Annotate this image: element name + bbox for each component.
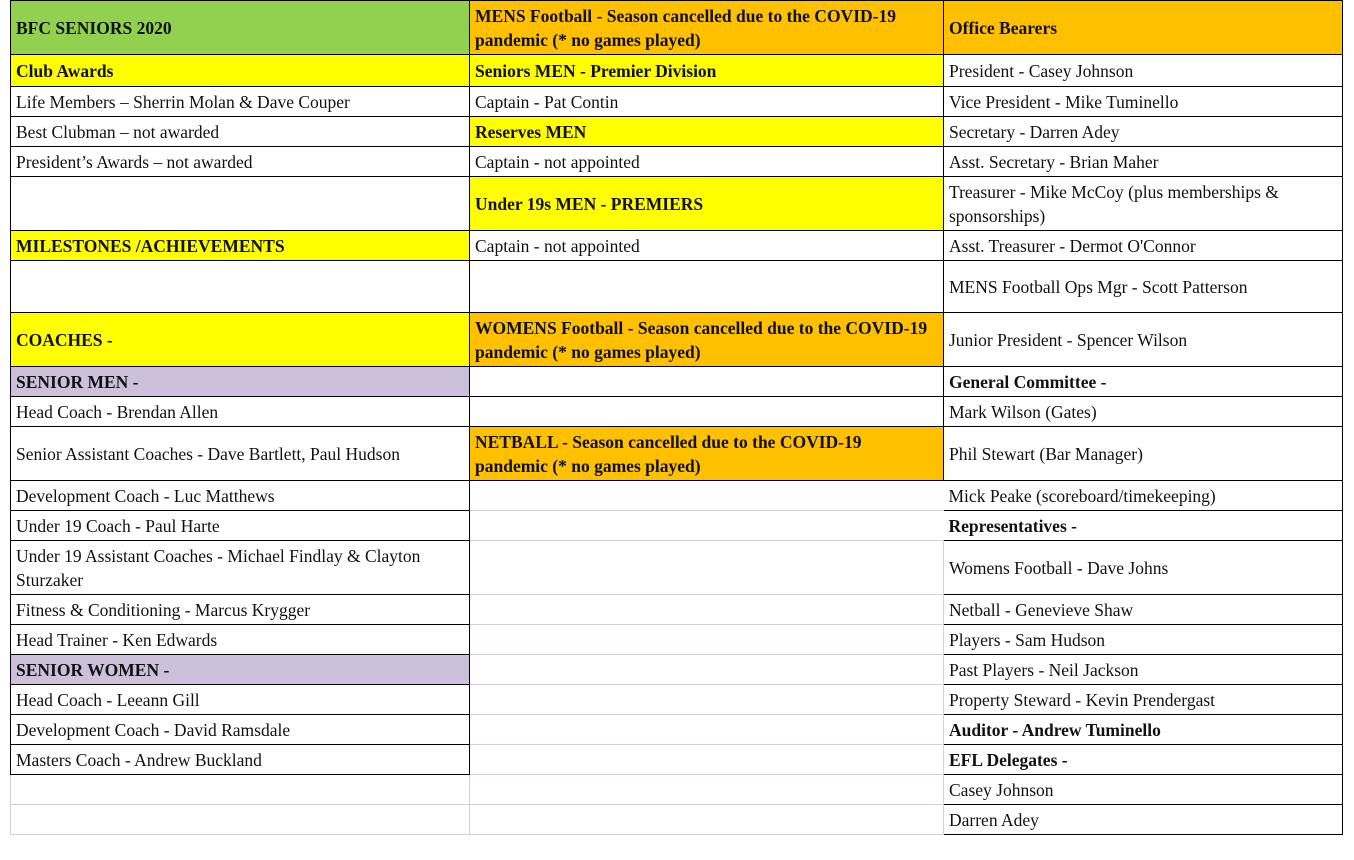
cell-treasurer[interactable]: Treasurer - Mike McCoy (plus memberships & sponsorships): [944, 177, 1343, 231]
cell-asst-secretary[interactable]: Asst. Secretary - Brian Maher: [944, 147, 1343, 177]
cell-best-clubman[interactable]: Best Clubman – not awarded: [11, 117, 470, 147]
cell-empty[interactable]: [470, 595, 944, 625]
cell-football-ops[interactable]: MENS Football Ops Mgr - Scott Patterson: [944, 261, 1343, 313]
sheet-row: [0, 511, 1343, 541]
cell-under19-assistant[interactable]: Under 19 Assistant Coaches - Michael Findlay & Clayton Sturzaker: [11, 541, 470, 595]
cell-masters-coach[interactable]: Masters Coach - Andrew Buckland: [11, 745, 470, 775]
reserves-men-header[interactable]: Reserves MEN: [470, 117, 944, 147]
senior-men-header[interactable]: SENIOR MEN -: [11, 367, 470, 397]
cell-life-members[interactable]: Life Members – Sherrin Molan & Dave Couper: [11, 87, 470, 117]
sheet-row: [0, 117, 1343, 147]
cell-delegate-1[interactable]: Casey Johnson: [944, 775, 1343, 805]
sheet-row: [0, 313, 1343, 367]
cell-secretary[interactable]: Secretary - Darren Adey: [944, 117, 1343, 147]
cell-empty[interactable]: [11, 261, 470, 313]
sheet-row: [0, 481, 1343, 511]
cell-netball-rep[interactable]: Netball - Genevieve Shaw: [944, 595, 1343, 625]
representatives-header[interactable]: Representatives -: [944, 511, 1343, 541]
cell-president[interactable]: President - Casey Johnson: [944, 55, 1343, 87]
sheet-row: [0, 715, 1343, 745]
cell-asst-treasurer[interactable]: Asst. Treasurer - Dermot O'Connor: [944, 231, 1343, 261]
cell-seniors-captain[interactable]: Captain - Pat Contin: [470, 87, 944, 117]
cell-empty[interactable]: [470, 261, 944, 313]
cell-empty[interactable]: [11, 177, 470, 231]
cell-bar-manager[interactable]: Phil Stewart (Bar Manager): [944, 427, 1343, 481]
sheet-row: [0, 541, 1343, 595]
under19-men-header[interactable]: Under 19s MEN - PREMIERS: [470, 177, 944, 231]
cell-empty[interactable]: [470, 655, 944, 685]
sheet-row: [0, 427, 1343, 481]
cell-empty[interactable]: [470, 397, 944, 427]
sheet-row: [0, 147, 1343, 177]
cell-junior-president[interactable]: Junior President - Spencer Wilson: [944, 313, 1343, 367]
cell-women-head-coach[interactable]: Head Coach - Leeann Gill: [11, 685, 470, 715]
cell-auditor[interactable]: Auditor - Andrew Tuminello: [944, 715, 1343, 745]
cell-reserves-captain[interactable]: Captain - not appointed: [470, 147, 944, 177]
cell-fitness[interactable]: Fitness & Conditioning - Marcus Krygger: [11, 595, 470, 625]
sheet-row: [0, 87, 1343, 117]
cell-under19-coach[interactable]: Under 19 Coach - Paul Harte: [11, 511, 470, 541]
sheet-row: [0, 625, 1343, 655]
cell-men-head-coach[interactable]: Head Coach - Brendan Allen: [11, 397, 470, 427]
sheet-row: [0, 231, 1343, 261]
cell-womens-rep[interactable]: Womens Football - Dave Johns: [944, 541, 1343, 595]
cell-scoreboard[interactable]: Mick Peake (scoreboard/timekeeping): [944, 481, 1343, 511]
sheet-title[interactable]: BFC SENIORS 2020: [11, 1, 470, 55]
cell-women-development[interactable]: Development Coach - David Ramsdale: [11, 715, 470, 745]
cell-empty[interactable]: [11, 775, 470, 805]
cell-senior-assistant[interactable]: Senior Assistant Coaches - Dave Bartlett, Paul Hudson: [11, 427, 470, 481]
cell-empty[interactable]: [470, 625, 944, 655]
sheet-row: [0, 775, 1343, 805]
cell-empty[interactable]: [470, 511, 944, 541]
cell-empty[interactable]: [470, 541, 944, 595]
cell-under19-captain[interactable]: Captain - not appointed: [470, 231, 944, 261]
cell-presidents-awards[interactable]: President’s Awards – not awarded: [11, 147, 470, 177]
milestones-header[interactable]: MILESTONES /ACHIEVEMENTS: [11, 231, 470, 261]
cell-empty[interactable]: [470, 481, 944, 511]
cell-past-players-rep[interactable]: Past Players - Neil Jackson: [944, 655, 1343, 685]
sheet-row: [0, 745, 1343, 775]
cell-empty[interactable]: [470, 685, 944, 715]
sheet-row: [0, 261, 1343, 313]
cell-property-steward[interactable]: Property Steward - Kevin Prendergast: [944, 685, 1343, 715]
sheet-row: [0, 685, 1343, 715]
sheet-row: [0, 177, 1343, 231]
cell-empty[interactable]: [470, 715, 944, 745]
sheet-row: [0, 595, 1343, 625]
sheet-row: [0, 805, 1343, 835]
mens-football-header[interactable]: MENS Football - Season cancelled due to the COVID-19 pandemic (* no games played): [470, 1, 944, 55]
cell-empty[interactable]: [470, 367, 944, 397]
general-committee-header[interactable]: General Committee -: [944, 367, 1343, 397]
coaches-header[interactable]: COACHES -: [11, 313, 470, 367]
cell-delegate-2[interactable]: Darren Adey: [944, 805, 1343, 835]
cell-players-rep[interactable]: Players - Sam Hudson: [944, 625, 1343, 655]
sheet-row: [0, 367, 1343, 397]
cell-vice-president[interactable]: Vice President - Mike Tuminello: [944, 87, 1343, 117]
senior-women-header[interactable]: SENIOR WOMEN -: [11, 655, 470, 685]
womens-football-header[interactable]: WOMENS Football - Season cancelled due to the COVID-19 pandemic (* no games played): [470, 313, 944, 367]
cell-empty[interactable]: [11, 805, 470, 835]
sheet-row: [0, 655, 1343, 685]
cell-empty[interactable]: [470, 745, 944, 775]
cell-development-coach[interactable]: Development Coach - Luc Matthews: [11, 481, 470, 511]
netball-header[interactable]: NETBALL - Season cancelled due to the COVID-19 pandemic (* no games played): [470, 427, 944, 481]
club-awards-header[interactable]: Club Awards: [11, 55, 470, 87]
cell-empty[interactable]: [470, 805, 944, 835]
office-bearers-header[interactable]: Office Bearers: [944, 1, 1343, 55]
cell-gates[interactable]: Mark Wilson (Gates): [944, 397, 1343, 427]
cell-empty[interactable]: [470, 775, 944, 805]
sheet-row: [0, 55, 1343, 87]
efl-delegates-header[interactable]: EFL Delegates -: [944, 745, 1343, 775]
sheet-row: [0, 1, 1343, 55]
sheet-row: [0, 397, 1343, 427]
seniors-men-header[interactable]: Seniors MEN - Premier Division: [470, 55, 944, 87]
cell-head-trainer[interactable]: Head Trainer - Ken Edwards: [11, 625, 470, 655]
